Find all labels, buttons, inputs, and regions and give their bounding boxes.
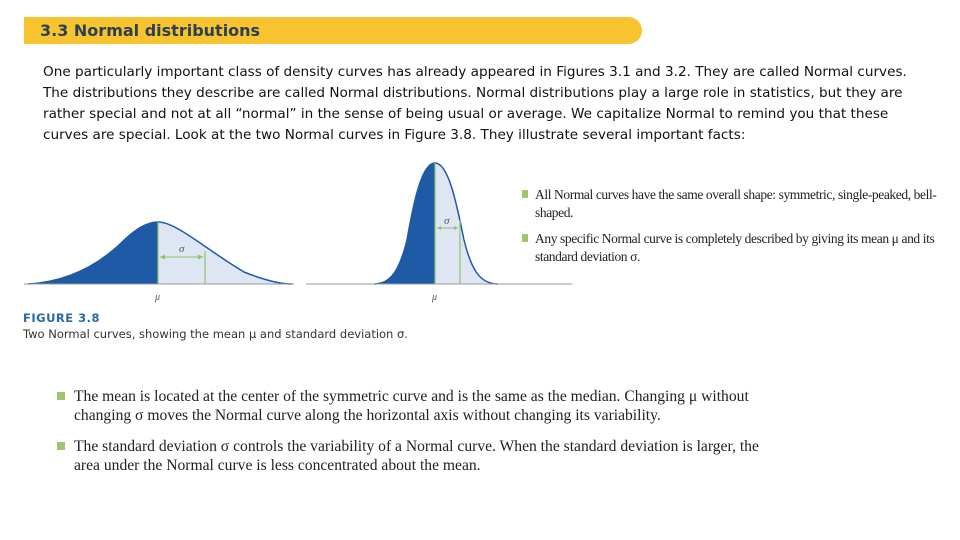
wide-sigma-label: σ [179, 243, 185, 255]
bullet-square-icon [57, 392, 65, 400]
figure-caption: Two Normal curves, showing the mean μ and standard deviation σ. [23, 327, 408, 341]
narrow-sigma-label: σ [444, 215, 450, 227]
bullet-square-icon [57, 442, 65, 450]
facts-list [57, 387, 777, 487]
narrow-mu-label: μ [432, 292, 438, 303]
section-title: 3.3 Normal distributions [40, 21, 261, 40]
fact-text: The standard deviation σ controls the variability of a Normal curve. When the standard deviation is larger, the area under the Normal curve is less concentrated about the mean. [74, 438, 759, 474]
fact-text: The mean is located at the center of the symmetric curve and is the same as the median. Changing μ without changing σ moves the Normal curve along the horizontal axis without changing its variability. [74, 388, 749, 424]
fact-item [57, 387, 777, 425]
fact-item [57, 437, 777, 475]
figure-normal-curves [24, 160, 572, 305]
wide-normal-curve [24, 222, 294, 303]
narrow-curve-left-area [374, 163, 435, 284]
section-banner [24, 17, 642, 44]
wide-mu-label: μ [155, 292, 161, 303]
figure-label: FIGURE 3.8 [23, 311, 100, 325]
side-note-text: Any specific Normal curve is completely described by giving its mean μ and its standard deviation σ. [535, 231, 935, 264]
wide-curve-left-area [28, 222, 158, 284]
intro-paragraph: One particularly important class of density curves has already appeared in Figures 3.1 and 3.2. They are called Normal curves. The distributions they describe are called Normal distributions. Normal distributions play a large role in statistics, but they are rather special and not at all “normal” in the sense of being usual or average. We capitalize Normal to remind you that these curves are special. Look at the two Normal curves in Figure 3.8. They illustrate several important facts: [43, 64, 907, 143]
side-note-item [522, 186, 952, 222]
bullet-square-icon [522, 190, 528, 198]
side-notes-list [522, 186, 952, 274]
side-note-text: All Normal curves have the same overall shape: symmetric, single-peaked, bell-shaped. [535, 187, 937, 220]
side-note-item [522, 230, 952, 266]
bullet-square-icon [522, 234, 528, 242]
